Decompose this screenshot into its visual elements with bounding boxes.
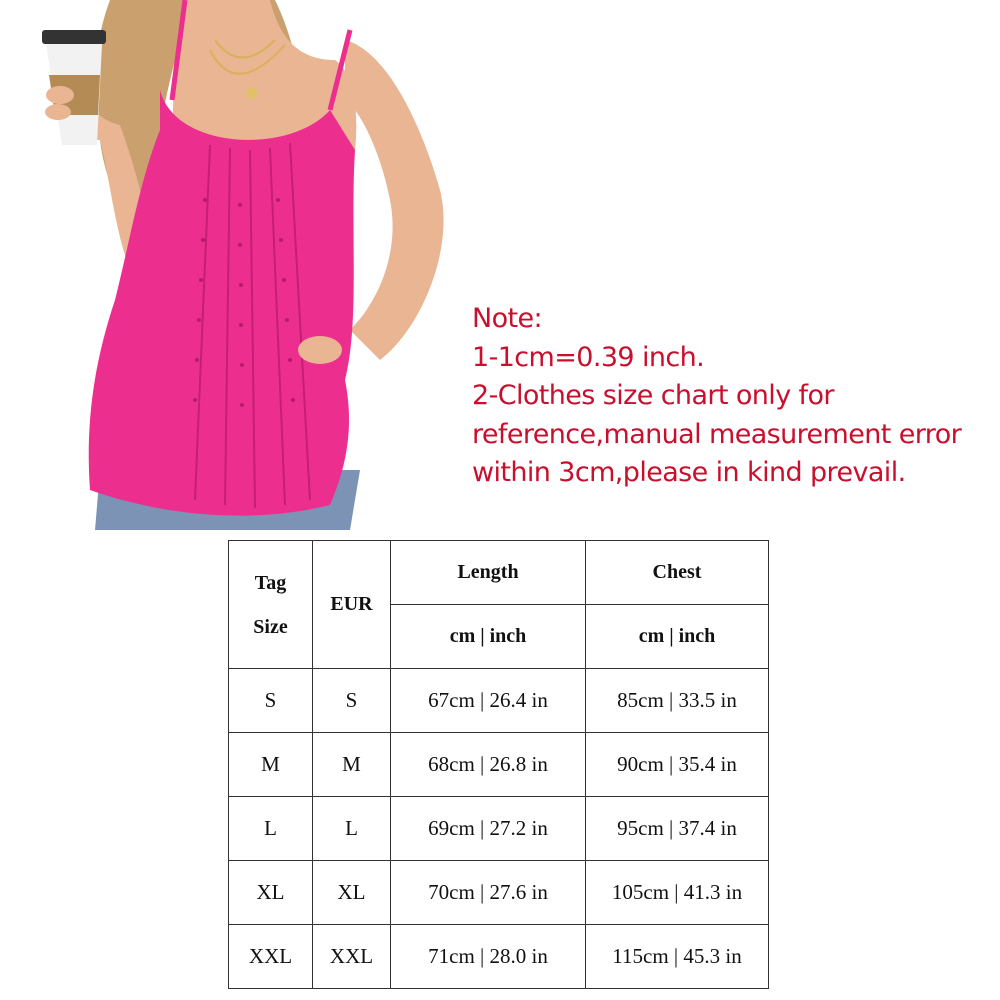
eur-size-cell: L	[313, 797, 391, 861]
chest-cell: 105cm | 41.3 in	[586, 861, 769, 925]
tag-size-cell: L	[229, 797, 313, 861]
note-line-1: 1-1cm=0.39 inch.	[472, 341, 705, 373]
eur-size-cell: XL	[313, 861, 391, 925]
right-arm	[345, 40, 444, 360]
tag-size-cell: XXL	[229, 925, 313, 989]
note-line-2: 2-Clothes size chart only for	[472, 380, 834, 411]
table-row	[229, 861, 769, 925]
eur-size-cell: XXL	[313, 925, 391, 989]
table-row	[229, 669, 769, 733]
header-tag-size: Tag Size	[229, 541, 313, 669]
eur-size-cell: S	[313, 669, 391, 733]
table-row	[229, 925, 769, 989]
size-chart-table	[228, 540, 769, 989]
length-cell: 71cm | 28.0 in	[391, 925, 586, 989]
header-eur: EUR	[313, 541, 391, 669]
header-chest: Chest	[586, 541, 769, 605]
chest-cell: 90cm | 35.4 in	[586, 733, 769, 797]
tag-size-cell: M	[229, 733, 313, 797]
header-chest-unit: cm | inch	[586, 605, 769, 669]
length-cell: 70cm | 27.6 in	[391, 861, 586, 925]
note-line-3: reference,manual measurement error	[472, 418, 962, 450]
eur-size-cell: M	[313, 733, 391, 797]
product-photo	[0, 0, 480, 530]
header-length-unit: cm | inch	[391, 605, 586, 669]
note-title: Note:	[472, 303, 543, 334]
tag-size-cell: XL	[229, 861, 313, 925]
size-note	[472, 300, 992, 493]
coffee-cup	[42, 30, 106, 145]
length-cell: 69cm | 27.2 in	[391, 797, 586, 861]
length-cell: 68cm | 26.8 in	[391, 733, 586, 797]
table-row	[229, 733, 769, 797]
note-line-4: within 3cm,please in kind prevail.	[472, 457, 906, 488]
table-row	[229, 797, 769, 861]
chest-cell: 115cm | 45.3 in	[586, 925, 769, 989]
chest-cell: 85cm | 33.5 in	[586, 669, 769, 733]
tag-size-cell: S	[229, 669, 313, 733]
chest-cell: 95cm | 37.4 in	[586, 797, 769, 861]
length-cell: 67cm | 26.4 in	[391, 669, 586, 733]
header-length: Length	[391, 541, 586, 605]
